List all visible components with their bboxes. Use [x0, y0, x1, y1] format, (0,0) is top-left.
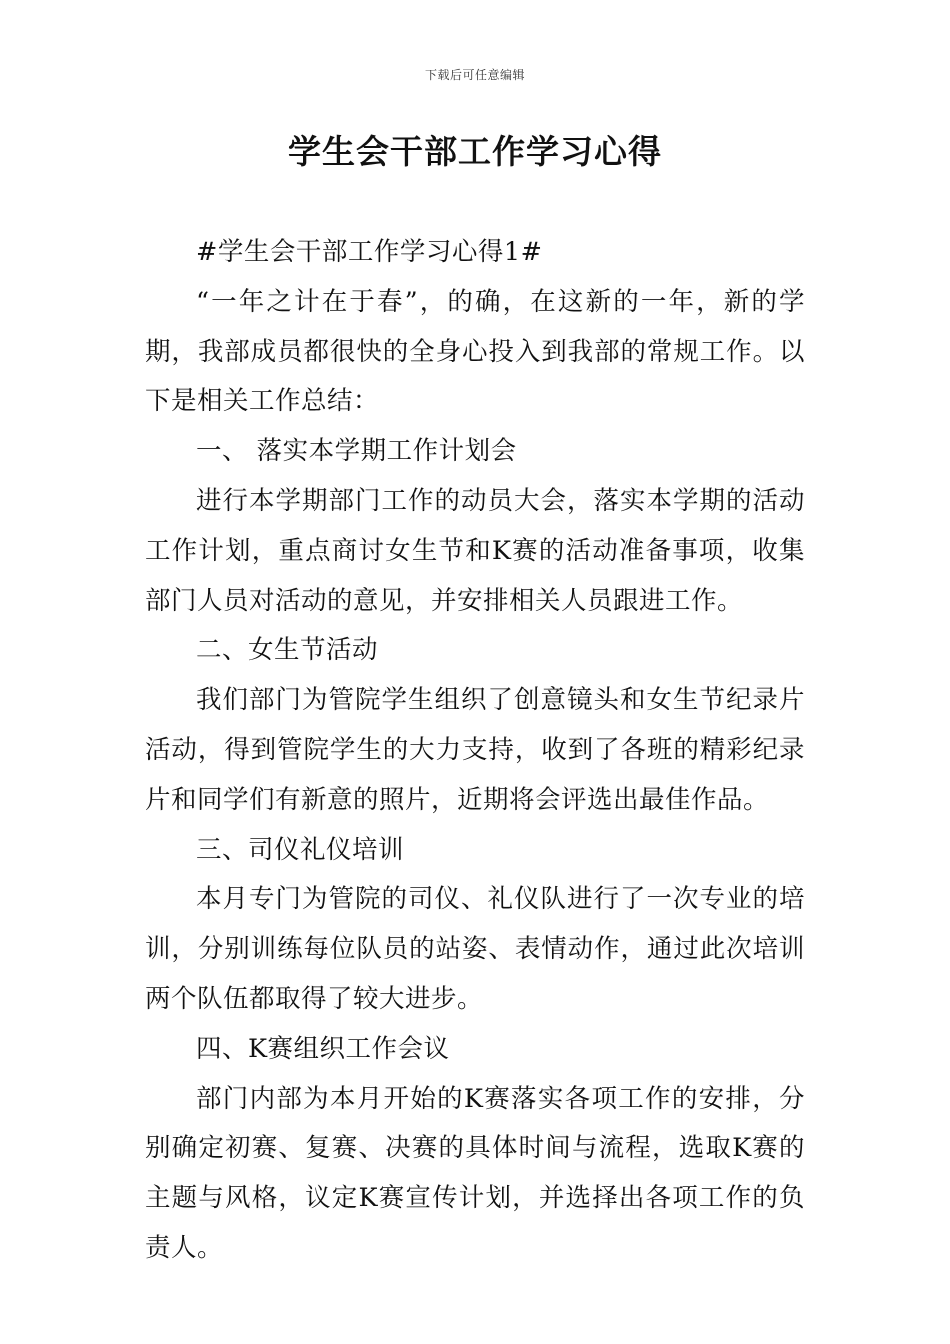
document-body [145, 228, 805, 1274]
section-heading-1: 一、 落实本学期工作计划会 [196, 436, 517, 467]
document-title: 学生会干部工作学习心得 [288, 132, 662, 171]
paragraph-section-4: 部门内部为本月开始的K赛落实各项工作的安排，分别确定初赛、复赛、决赛的具体时间与流程，选取K赛的主题与风格，议定K赛宣传计划，并选择出各项工作的负责人。 [145, 1083, 805, 1263]
header-note: 下载后可任意编辑 [424, 68, 525, 82]
section-heading-2: 二、女生节活动 [196, 635, 379, 666]
paragraph-section-2: 我们部门为管院学生组织了创意镜头和女生节纪录片活动，得到管院学生的大力支持，收到了各班的精彩纪录片和同学们有新意的照片，近期将会评选出最佳作品。 [145, 685, 805, 815]
section-heading-4: 四、K赛组织工作会议 [196, 1033, 450, 1064]
paragraph-intro: “一年之计在于春”，的确，在这新的一年，新的学期，我部成员都很快的全身心投入到我部的常规工作。以下是相关工作总结： [145, 286, 805, 417]
section-heading-3: 三、司仪礼仪培训 [196, 834, 405, 865]
paragraph-subtitle: #学生会干部工作学习心得1# [196, 237, 543, 267]
paragraph-section-3: 本月专门为管院的司仪、礼仪队进行了一次专业的培训，分别训练每位队员的站姿、表情动作，通过此次培训两个队伍都取得了较大进步。 [145, 884, 805, 1014]
paragraph-section-1: 进行本学期部门工作的动员大会，落实本学期的活动工作计划，重点商讨女生节和K赛的活动准备事项，收集部门人员对活动的意见，并安排相关人员跟进工作。 [145, 485, 805, 616]
